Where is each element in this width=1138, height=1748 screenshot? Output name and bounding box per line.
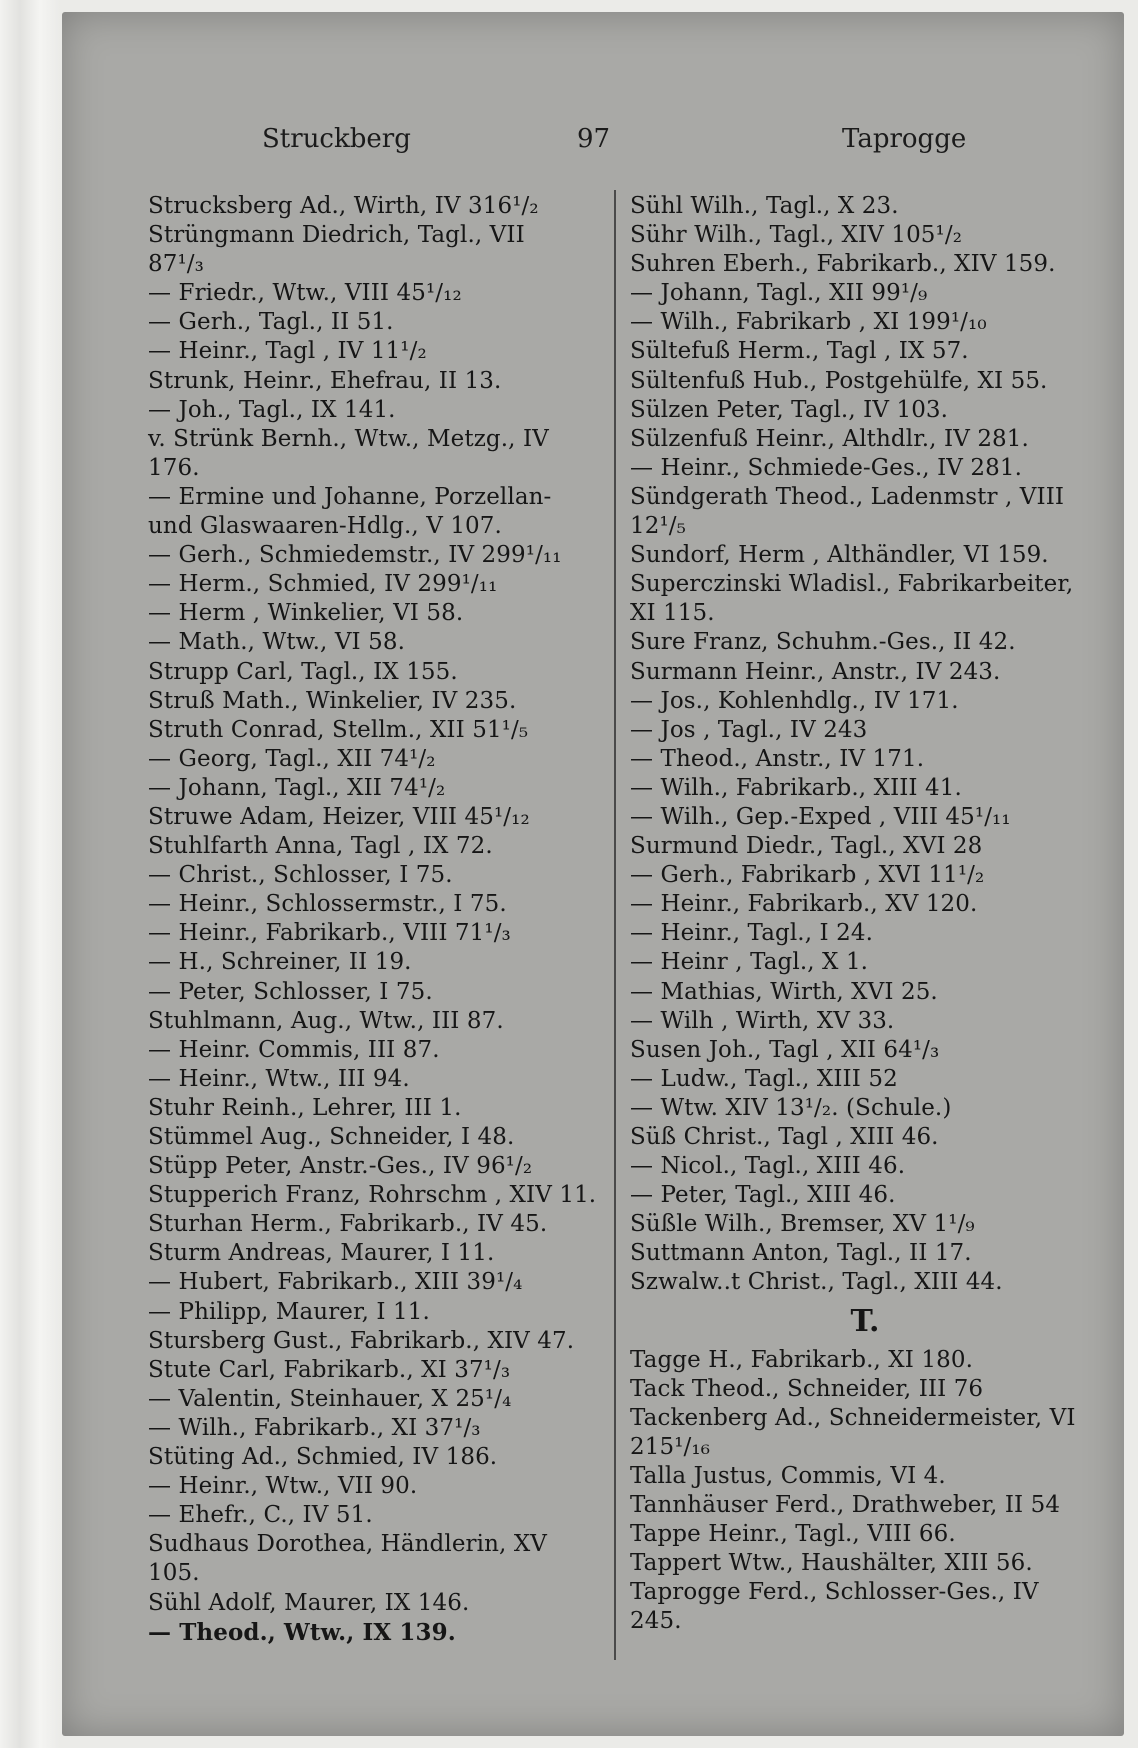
- directory-entry: Taprogge Ferd., Schlosser-Ges., IV: [630, 1579, 1039, 1606]
- directory-entry: Stute Carl, Fabrikarb., XI 37¹/₃: [148, 1356, 511, 1383]
- directory-entry: — Hubert, Fabrikarb., XIII 39¹/₄: [148, 1269, 523, 1296]
- directory-entry: — Theod., Wtw., IX 139.: [148, 1618, 456, 1646]
- directory-entry: Suhren Eberh., Fabrikarb., XIV 159.: [630, 251, 1056, 278]
- directory-entry: v. Strünk Bernh., Wtw., Metzg., IV: [148, 425, 549, 452]
- directory-entry: Strupp Carl, Tagl., IX 155.: [148, 658, 458, 685]
- directory-entry: — Theod., Anstr., IV 171.: [630, 745, 925, 772]
- directory-entry: — Mathias, Wirth, XVI 25.: [630, 978, 938, 1005]
- directory-entry: Stupperich Franz, Rohrschm , XIV 11.: [148, 1182, 597, 1209]
- directory-entry: — Gerh., Fabrikarb , XVI 11¹/₂: [630, 862, 985, 889]
- directory-entry: 12¹/₅: [630, 513, 686, 540]
- directory-entry: — Joh., Tagl., IX 141.: [148, 396, 396, 423]
- directory-entry: Struwe Adam, Heizer, VIII 45¹/₁₂: [148, 803, 530, 830]
- directory-entry: — Ermine und Johanne, Porzellan-: [148, 483, 552, 510]
- directory-entry: — Wilh., Fabrikarb., XIII 41.: [630, 774, 962, 801]
- directory-entry: Sundorf, Herm , Althändler, VI 159.: [630, 542, 1049, 569]
- directory-entry: Süßle Wilh., Bremser, XV 1¹/₉: [630, 1211, 975, 1238]
- directory-entry: — Christ., Schlosser, I 75.: [148, 862, 453, 889]
- directory-entry: Sühr Wilh., Tagl., XIV 105¹/₂: [630, 222, 963, 249]
- directory-entry: — Wilh., Fabrikarb , XI 199¹/₁₀: [630, 309, 987, 336]
- directory-entry: Süß Christ., Tagl , XIII 46.: [630, 1124, 939, 1150]
- directory-entry: Sültenfuß Hub., Postgehülfe, XI 55.: [630, 367, 1048, 394]
- directory-entry: Superczinski Wladisl., Fabrikarbeiter,: [630, 571, 1074, 598]
- directory-entry: Sültefuß Herm., Tagl , IX 57.: [630, 338, 969, 365]
- header-right-keyword: Taprogge: [842, 124, 967, 154]
- directory-entry: — Wilh , Wirth, XV 33.: [630, 1007, 895, 1034]
- directory-entry: Sure Franz, Schuhm.-Ges., II 42.: [630, 629, 1016, 656]
- directory-entry: — H., Schreiner, II 19.: [148, 949, 412, 976]
- directory-entry: — Heinr., Schlossermstr., I 75.: [148, 891, 507, 918]
- directory-entry: — Wtw. XIV 13¹/₂. (Schule.): [630, 1094, 952, 1121]
- directory-entry: — Johann, Tagl., XII 74¹/₂: [148, 774, 446, 801]
- directory-entry: — Johann, Tagl., XII 99¹/₉: [630, 280, 928, 307]
- directory-entry: — Philipp, Maurer, I 11.: [148, 1298, 430, 1325]
- directory-entry: Szwalw..t Christ., Tagl., XIII 44.: [630, 1269, 1003, 1296]
- directory-entry: Stuhr Reinh., Lehrer, III 1.: [148, 1094, 462, 1121]
- directory-entry: Sturhan Herm., Fabrikarb., IV 45.: [148, 1211, 548, 1238]
- directory-entry: — Georg, Tagl., XII 74¹/₂: [148, 745, 436, 772]
- directory-entry: — Heinr., Tagl., I 24.: [630, 920, 874, 947]
- directory-entry: Sülzen Peter, Tagl., IV 103.: [630, 396, 949, 423]
- directory-entry: — Friedr., Wtw., VIII 45¹/₁₂: [148, 280, 462, 307]
- directory-entry: — Heinr., Wtw., VII 90.: [148, 1473, 418, 1500]
- header-left-keyword: Struckberg: [262, 124, 411, 154]
- directory-entry: Stuhlfarth Anna, Tagl , IX 72.: [148, 833, 493, 860]
- directory-entry: Struß Math., Winkelier, IV 235.: [148, 687, 517, 714]
- directory-entry: Sudhaus Dorothea, Händlerin, XV: [148, 1531, 548, 1558]
- directory-entry: Stüpp Peter, Anstr.-Ges., IV 96¹/₂: [148, 1153, 533, 1180]
- directory-entry: — Gerh., Schmiedemstr., IV 299¹/₁₁: [148, 542, 562, 569]
- directory-entry: Strucksberg Ad., Wirth, IV 316¹/₂: [148, 193, 539, 219]
- directory-entry: Sühl Adolf, Maurer, IX 146.: [148, 1589, 470, 1616]
- directory-entry: Sündgerath Theod., Ladenmstr , VIII: [630, 483, 1065, 510]
- directory-entry: Tappert Wtw., Haushälter, XIII 56.: [630, 1550, 1033, 1577]
- directory-entry: Sühl Wilh., Tagl., X 23.: [630, 193, 899, 219]
- directory-entry: — Ehefr., C., IV 51.: [148, 1502, 373, 1529]
- directory-entry: XI 115.: [630, 600, 715, 627]
- directory-entry: — Heinr., Wtw., III 94.: [148, 1065, 410, 1092]
- directory-entry: Surmund Diedr., Tagl., XVI 28: [630, 833, 983, 860]
- directory-entry: — Wilh., Gep.-Exped , VIII 45¹/₁₁: [630, 803, 1011, 830]
- directory-entry: Tack Theod., Schneider, III 76: [630, 1375, 984, 1402]
- page-number: 97: [577, 124, 611, 154]
- directory-entry: Susen Joh., Tagl , XII 64¹/₃: [630, 1036, 940, 1063]
- directory-entry: — Herm., Schmied, IV 299¹/₁₁: [148, 571, 498, 598]
- directory-entry: Stuhlmann, Aug., Wtw., III 87.: [148, 1007, 504, 1034]
- directory-entry: Strunk, Heinr., Ehefrau, II 13.: [148, 367, 502, 394]
- directory-entry: Struth Conrad, Stellm., XII 51¹/₅: [148, 716, 529, 743]
- directory-entry: — Heinr , Tagl., X 1.: [630, 949, 869, 976]
- right-column: [630, 192, 1100, 1637]
- directory-entry: 215¹/₁₆: [630, 1433, 711, 1460]
- directory-entry: Sülzenfuß Heinr., Althdlr., IV 281.: [630, 425, 1029, 452]
- directory-entry: Tackenberg Ad., Schneidermeister, VI: [630, 1404, 1076, 1431]
- directory-entry: — Peter, Tagl., XIII 46.: [630, 1182, 896, 1209]
- directory-entry: Tappe Heinr., Tagl., VIII 66.: [630, 1521, 956, 1548]
- directory-entry: — Heinr., Tagl , IV 11¹/₂: [148, 338, 427, 365]
- directory-entry: — Wilh., Fabrikarb., XI 37¹/₃: [148, 1414, 481, 1441]
- directory-entry: — Nicol., Tagl., XIII 46.: [630, 1153, 906, 1180]
- directory-entry: Stümmel Aug., Schneider, I 48.: [148, 1124, 515, 1150]
- directory-entry: Sturm Andreas, Maurer, I 11.: [148, 1240, 495, 1267]
- directory-entry: — Peter, Schlosser, I 75.: [148, 978, 433, 1005]
- directory-entry: Talla Justus, Commis, VI 4.: [630, 1462, 946, 1489]
- directory-entry: Stüting Ad., Schmied, IV 186.: [148, 1444, 498, 1471]
- left-column: [148, 192, 618, 1647]
- directory-entry: Strüngmann Diedrich, Tagl., VII: [148, 222, 525, 249]
- directory-entry: Tagge H., Fabrikarb., XI 180.: [630, 1346, 973, 1373]
- directory-entry: Suttmann Anton, Tagl., II 17.: [630, 1240, 972, 1267]
- section-letter: T.: [850, 1303, 880, 1339]
- directory-entry: — Gerh., Tagl., II 51.: [148, 309, 394, 336]
- directory-entry: 87¹/₃: [148, 251, 204, 278]
- directory-entry: 105.: [148, 1560, 200, 1587]
- directory-entry: — Heinr., Fabrikarb., XV 120.: [630, 891, 978, 918]
- directory-entry: — Heinr. Commis, III 87.: [148, 1036, 440, 1063]
- directory-entry: — Math., Wtw., VI 58.: [148, 629, 406, 656]
- directory-entry: — Herm , Winkelier, VI 58.: [148, 600, 464, 627]
- book-page: [62, 12, 1124, 1736]
- directory-entry: — Jos , Tagl., IV 243: [630, 716, 868, 743]
- directory-entry: 176.: [148, 454, 200, 481]
- directory-entry: — Heinr., Schmiede-Ges., IV 281.: [630, 454, 1023, 481]
- directory-entry: Stursberg Gust., Fabrikarb., XIV 47.: [148, 1327, 575, 1354]
- page-header: [62, 124, 1124, 164]
- directory-entry: — Jos., Kohlenhdlg., IV 171.: [630, 687, 959, 714]
- directory-entry: Surmann Heinr., Anstr., IV 243.: [630, 658, 1001, 685]
- directory-entry: — Heinr., Fabrikarb., VIII 71¹/₃: [148, 920, 511, 947]
- directory-entry: Tannhäuser Ferd., Drathweber, II 54: [630, 1492, 1061, 1519]
- right-column-t-entries: [630, 1346, 1100, 1637]
- directory-entry: 245.: [630, 1608, 682, 1635]
- directory-entry: — Ludw., Tagl., XIII 52: [630, 1065, 898, 1092]
- directory-entry: und Glaswaaren-Hdlg., V 107.: [148, 513, 502, 540]
- directory-entry: — Valentin, Steinhauer, X 25¹/₄: [148, 1385, 512, 1412]
- right-column-s-entries: [630, 192, 1100, 1298]
